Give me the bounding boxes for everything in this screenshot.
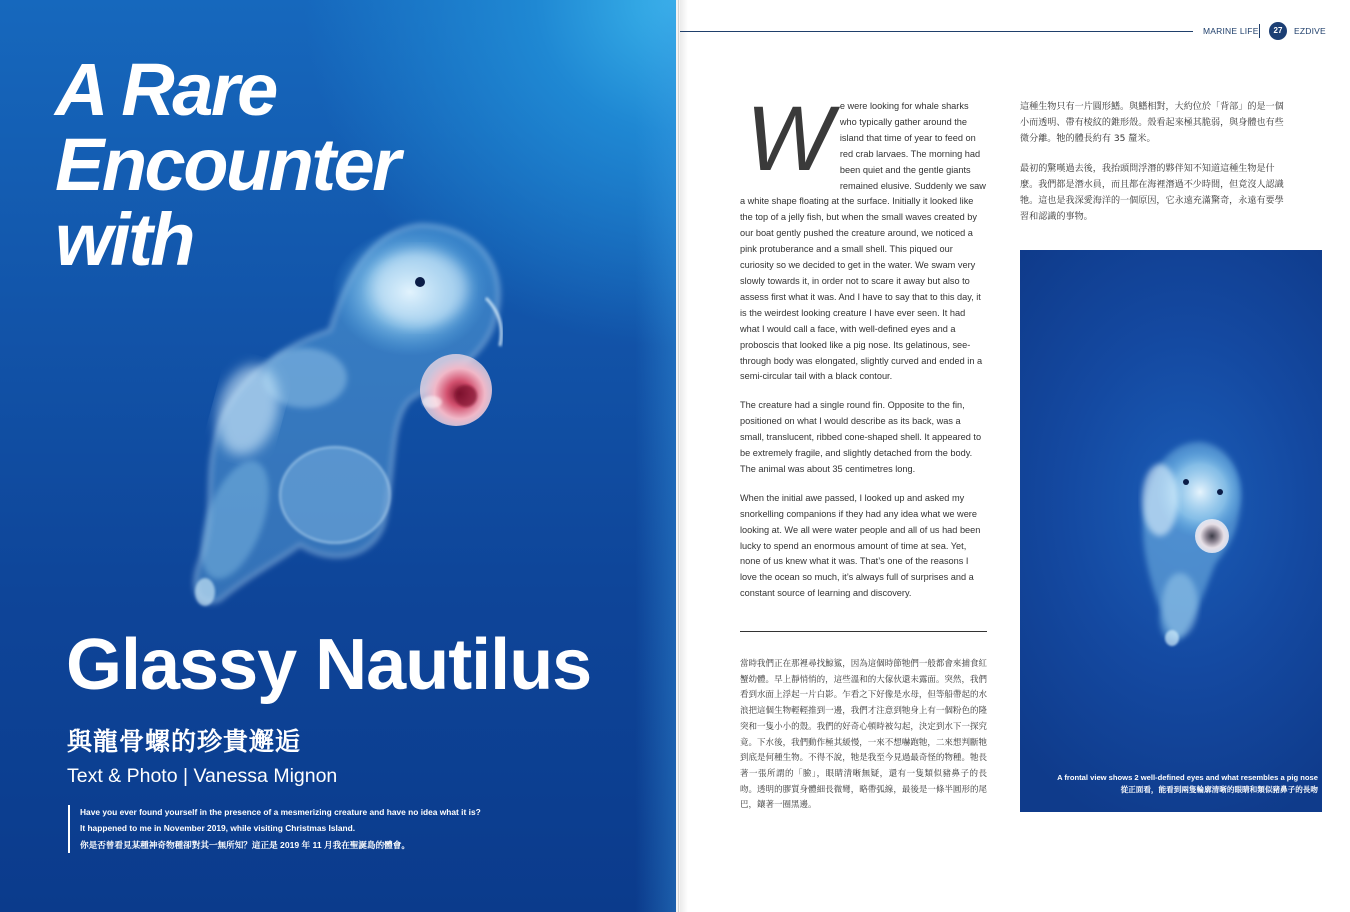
right-page — [680, 0, 1350, 912]
creature-tail — [1165, 630, 1179, 646]
column-divider — [740, 631, 987, 632]
article-paragraph-chinese: 當時我們正在那裡尋找鯨鯊，因為這個時節牠們一般都會來捕食紅蟹幼體。早上靜悄悄的，這些溫和的大傢伙還未露面。突然，我們看到水面上浮起一片白影。乍看之下好像是水母，但等船帶起的水浪把這個生物輕輕推到一邊，我們才注意到牠身上有一個粉色的隆突和一隻小小的殼。我們的好奇心頓時被勾起，決定到水下一探究竟。下水後，我們動作極其緩慢，一來不想嚇跑牠，二來想判斷牠到底是何種生物。不得不說，牠是我至今見過最奇怪的物種。牠長著一張所謂的「臉」，眼睛清晰無疑，還有一隻類似豬鼻子的長吻。透明的膠質身體細長微彎，略帶弧線，最後是一條半圓形的尾巴，鑲著一圈黑邊。 — [740, 659, 987, 811]
paragraph-text: e were looking for whale sharks who typically gather around the island that time of year to feed on red crab larvaes. The morning had been quiet and the gentle giants remained elusive. Suddenly we saw a white shape floating at the surface. Initially it looked like the top of a jelly fish, but when the small waves created by our boat gently pushed the creature around, we noticed a pink protuberance and a small shell. This piqued our curiosity so we decided to get in the water. We swam very slowly towards it, in order not to scare it away but also to assess first what it was. And I have to say that to this day, it is the weirdest looking creature I have ever seen. It had what I would call a face, with well-defined eyes and a proboscis that looked like a pig nose. Its gelatinous, see-through body was elongated, slightly curved and ended in a semi-circular tail with a black contour. — [740, 101, 986, 382]
photo-caption — [1024, 772, 1318, 796]
chinese-title: 與龍骨螺的珍貴邂逅 — [67, 727, 302, 756]
article-paragraph: When the initial awe passed, I looked up and asked my snorkelling companions if they had any idea what we were looking at. We all were water people and all of us had been lucky to spend an enormous amount of time at sea. Yet, none of us knew what it was. That’s one of the reasons I love the ocean so much, it’s always full of surprises and a constant source of learning and discovery. — [740, 492, 981, 599]
intro-standfirst — [68, 805, 488, 853]
article-paragraph-chinese: 最初的驚嘆過去後，我抬頭問浮潛的夥伴知不知道這種生物是什麼。我們都是潛水員，而且都在海裡潛過不少時間，但竟沒人認識牠。這也是我深愛海洋的一個原因，它永遠充滿驚奇，永遠有要學習和認識的事物。 — [1020, 164, 1284, 222]
glassy-nautilus-photo-illustration — [1020, 250, 1322, 812]
main-title: Glassy Nautilus — [66, 625, 592, 705]
title-line: A Rare — [55, 48, 276, 131]
title-line: Encounter — [55, 123, 399, 206]
frontal-view-photo — [1020, 250, 1322, 812]
intro-chinese: 你是否曾看見某種神奇物種卻對其一無所知？這正是 2019 年 11 月我在聖誕島的體會。 — [80, 840, 410, 850]
creature-fin — [280, 447, 390, 543]
creature-nose — [1195, 519, 1229, 553]
caption-english: A frontal view shows 2 well-defined eyes and what resembles a pig nose — [1057, 773, 1318, 782]
magazine-name: EZDIVE — [1294, 26, 1326, 36]
article-paragraph: The creature had a single round fin. Opposite to the fin, positioned on what I would describe as its back, was a small, translucent, ribbed cone-shaped shell. It appeared to be extremely fragile, and slightly detached from the body. The animal was about 35 centimetres long. — [740, 400, 982, 474]
page-number-badge: 27 — [1269, 22, 1287, 40]
creature-side-lobe — [1142, 464, 1178, 536]
header-rule — [680, 31, 1193, 32]
intro-english: Have you ever found yourself in the presence of a mesmerizing creature and have no idea what it is? It happened to me in November 2019, while visiting Christmas Island. — [80, 807, 481, 833]
creature-nose — [420, 354, 492, 426]
title-line: with — [55, 198, 193, 281]
article-column-chinese — [1020, 99, 1288, 239]
creature-lower-body — [1162, 573, 1198, 637]
drop-cap: W — [746, 88, 833, 190]
fold-line — [678, 0, 679, 912]
creature-nose-center — [455, 385, 477, 407]
header-divider — [1259, 24, 1260, 38]
article-paragraph-chinese: 這種生物只有一片圓形鰭。與鰭相對，大約位於「背部」的是一個小而透明、帶有棱紋的錐形殼。殼看起來極其脆弱，與身體也有些微分離。牠的體長約有 35 釐米。 — [1020, 102, 1284, 144]
section-label: MARINE LIFE — [1203, 26, 1259, 36]
creature-eye-left — [1183, 479, 1189, 485]
article-paragraph — [740, 88, 987, 385]
title-headline — [55, 48, 399, 281]
creature-eye — [415, 277, 425, 287]
creature-nose-highlight — [422, 396, 442, 408]
byline: Text & Photo | Vanessa Mignon — [67, 765, 338, 787]
creature-neck — [263, 348, 347, 408]
article-column-english — [740, 88, 987, 615]
creature-tail — [195, 578, 215, 606]
caption-chinese: 從正面看，能看到兩隻輪廓清晰的眼睛和類似豬鼻子的長吻 — [1120, 785, 1318, 794]
creature-eye-right — [1217, 489, 1223, 495]
